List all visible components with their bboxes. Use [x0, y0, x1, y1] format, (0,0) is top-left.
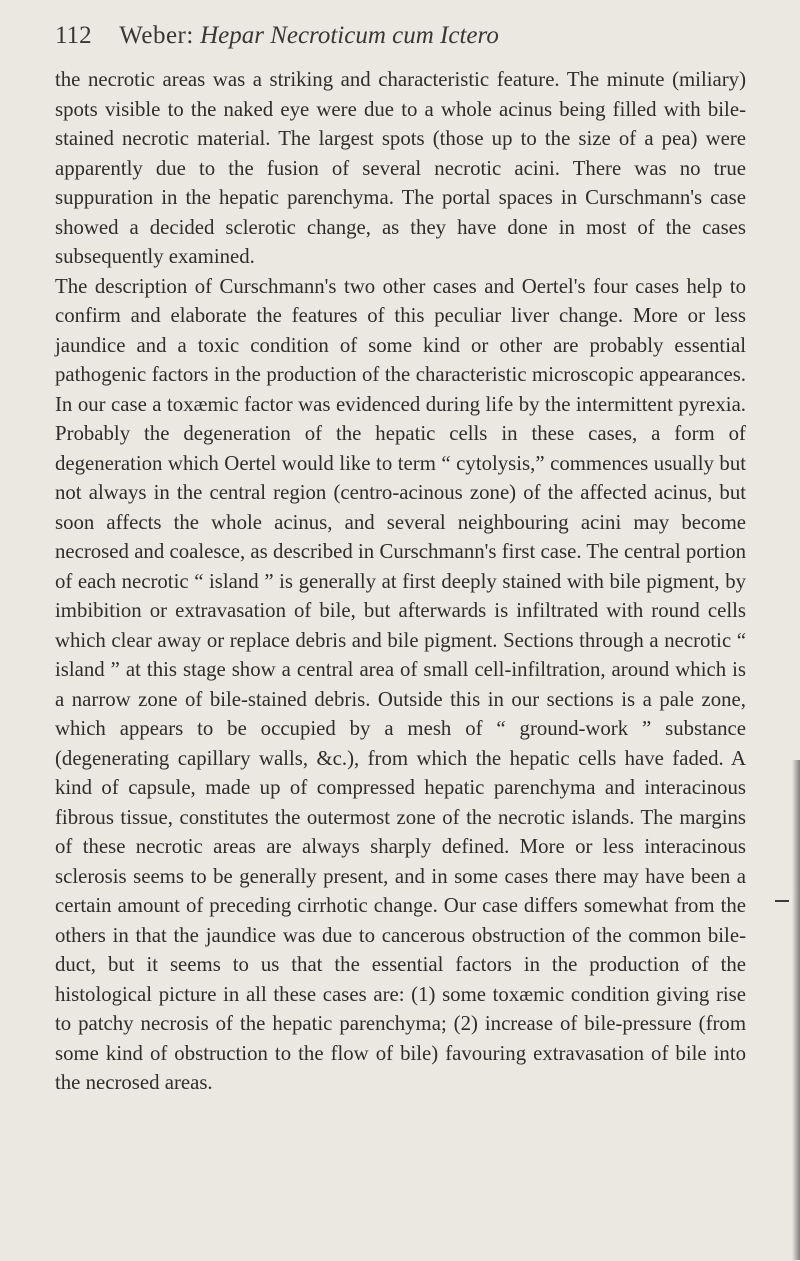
scan-mark: [775, 900, 789, 902]
page-number: 112: [55, 22, 92, 49]
paragraph-continued: the necrotic areas was a striking and characteristic feature. The minute (miliary) spots visible to the naked eye were due to a whole acinus being filled with bile-stained necrotic material. The largest spots (those up to the size of a pea) were apparently due to the fusion of several necrotic acini. There was no true suppuration in the hepatic parenchyma. The portal spaces in Curschmann's case showed a decided sclerotic change, as they have done in most of the cases subsequently examined.: [55, 68, 746, 268]
running-author: Weber:: [119, 22, 194, 49]
running-title: Hepar Necroticum cum Ictero: [200, 22, 499, 49]
body-text: [55, 65, 746, 1098]
running-header: [55, 22, 755, 58]
scan-edge-shadow: [792, 760, 800, 1260]
paragraph-description: The description of Curschmann's two other cases and Oertel's four cases help to confirm and elaborate the features of this peculiar liver change. More or less jaundice and a toxic condition of some kind or other are probably essential pathogenic factors in the production of the characteristic microscopic appearances. In our case a toxæmic factor was evidenced during life by the intermittent pyrexia. Probably the degeneration of the hepatic cells in these cases, a form of degeneration which Oertel would like to term “ cytolysis,” commences usually but not always in the central region (centro-acinous zone) of the affected acinus, but soon affects the whole acinus, and several neighbouring acini may become necrosed and coalesce, as described in Curschmann's first case. The central portion of each necrotic “ island ” is generally at first deeply stained with bile pigment, by imbibition or extravasation of bile, but afterwards is infiltrated with round cells which clear away or replace debris and bile pigment. Sections through a necrotic “ island ” at this stage show a central area of small cell-infiltration, around which is a narrow zone of bile-stained debris. Outside this in our sections is a pale zone, which appears to be occupied by a mesh of “ ground-work ” substance (degenerating capillary walls, &c.), from which the hepatic cells have faded. A kind of capsule, made up of compressed hepatic parenchyma and interacinous fibrous tissue, constitutes the outermost zone of the necrotic islands. The margins of these necrotic areas are always sharply defined. More or less interacinous sclerosis seems to be generally present, and in some cases there may have been a certain amount of preceding cirrhotic change. Our case differs somewhat from the others in that the jaundice was due to cancerous obstruction of the common bile-duct, but it seems to us that the essential factors in the production of the histological picture in all these cases are: (1) some toxæmic condition giving rise to patchy necrosis of the hepatic parenchyma; (2) increase of bile-pressure (from some kind of obstruction to the flow of bile) favouring extravasation of bile into the necrosed areas.: [55, 274, 746, 1094]
